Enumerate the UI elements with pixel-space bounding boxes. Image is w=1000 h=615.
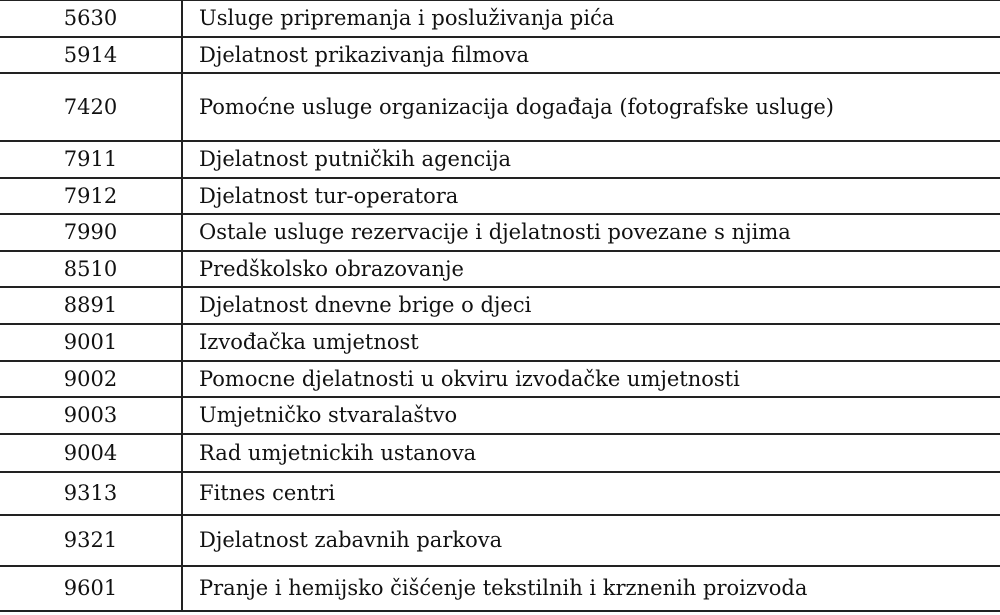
table-row [0, 472, 1000, 515]
table-row [0, 324, 1000, 361]
activity-code-cell: 5630 [0, 0, 182, 37]
activity-description-cell: Djelatnost zabavnih parkova [182, 515, 1000, 566]
activity-description-cell: Djelatnost dnevne brige o djeci [182, 287, 1000, 324]
activity-description-cell: Ostale usluge rezervacije i djelatnosti povezane s njima [182, 214, 1000, 251]
activity-description-cell: Djelatnost putničkih agencija [182, 141, 1000, 178]
activity-code-cell: 9004 [0, 434, 182, 472]
activity-description-cell: Predškolsko obrazovanje [182, 251, 1000, 287]
table-row [0, 214, 1000, 251]
activity-code-cell: 9313 [0, 472, 182, 515]
activity-code-cell: 9601 [0, 566, 182, 611]
activity-description-cell: Pomoćne usluge organizacija događaja (fotografske usluge) [182, 73, 1000, 141]
activity-code-cell: 9321 [0, 515, 182, 566]
table-row [0, 73, 1000, 141]
activity-description-cell: Djelatnost prikazivanja filmova [182, 37, 1000, 73]
activity-code-cell: 7420 [0, 73, 182, 141]
table-row [0, 434, 1000, 472]
table-row [0, 37, 1000, 73]
table-row [0, 361, 1000, 397]
activity-code-cell: 7912 [0, 178, 182, 214]
table-row [0, 566, 1000, 611]
activity-code-cell: 5914 [0, 37, 182, 73]
activity-code-cell: 9002 [0, 361, 182, 397]
activity-code-cell: 9003 [0, 397, 182, 434]
activity-description-cell: Rad umjetnickih ustanova [182, 434, 1000, 472]
table-row [0, 141, 1000, 178]
activity-description-cell: Umjetničko stvaralaštvo [182, 397, 1000, 434]
activity-description-cell: Djelatnost tur-operatora [182, 178, 1000, 214]
activity-description-cell: Fitnes centri [182, 472, 1000, 515]
activity-description-cell: Izvođačka umjetnost [182, 324, 1000, 361]
table-row [0, 397, 1000, 434]
table-row [0, 178, 1000, 214]
activity-code-cell: 8510 [0, 251, 182, 287]
table-row [0, 251, 1000, 287]
activity-description-cell: Pranje i hemijsko čišćenje tekstilnih i krznenih proizvoda [182, 566, 1000, 611]
table-row [0, 287, 1000, 324]
activity-code-cell: 7990 [0, 214, 182, 251]
table-row [0, 515, 1000, 566]
activity-code-cell: 8891 [0, 287, 182, 324]
activity-description-cell: Pomocne djelatnosti u okviru izvodačke umjetnosti [182, 361, 1000, 397]
activity-code-cell: 7911 [0, 141, 182, 178]
activity-code-cell: 9001 [0, 324, 182, 361]
activity-description-cell: Usluge pripremanja i posluživanja pića [182, 0, 1000, 37]
table-row [0, 0, 1000, 37]
